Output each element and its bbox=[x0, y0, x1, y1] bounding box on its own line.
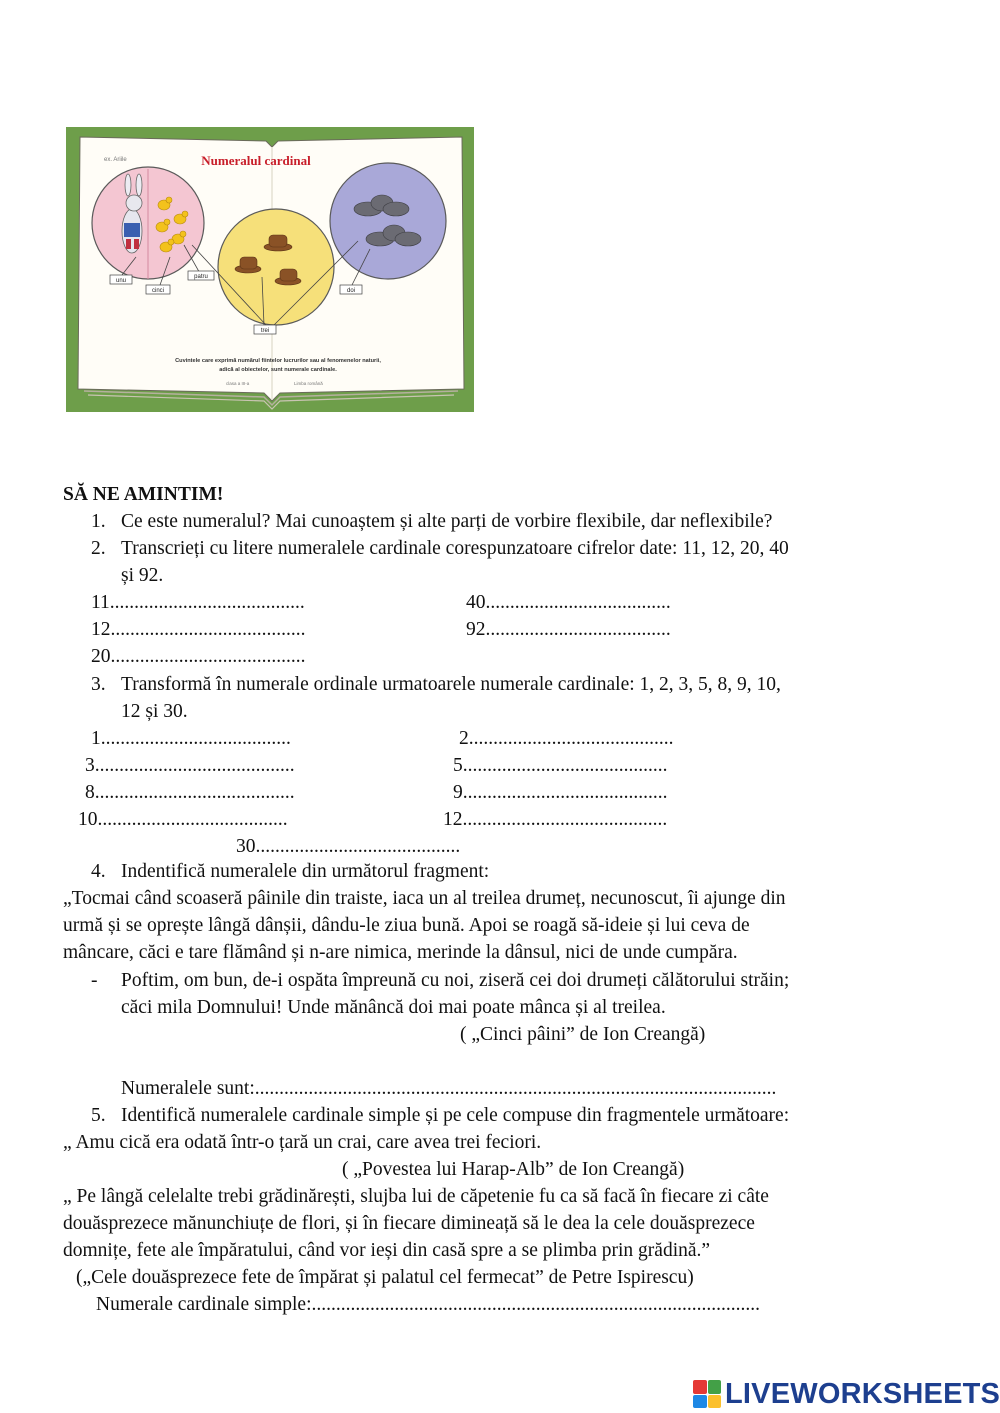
q3-blank-2[interactable]: 2.......................................... bbox=[459, 728, 674, 749]
q3-blank-3[interactable]: 3......................................... bbox=[85, 755, 295, 776]
q4-text: Indentifică numeralele din următorul fragment: bbox=[121, 861, 490, 882]
label-patru: patru bbox=[194, 274, 208, 280]
q3-blank-8[interactable]: 8......................................... bbox=[85, 782, 295, 803]
q4-dialogue-dash: - bbox=[91, 970, 98, 991]
q4-fragment-line3: mâncare, căci e tare flămând și n-are nimica, merinde la dânsul, nici de unde cumpăra. bbox=[63, 942, 738, 963]
poster-footer-left: clasa a III-a bbox=[226, 381, 250, 386]
label-unu: unu bbox=[115, 278, 127, 284]
q4-dialogue-line2: căci mila Domnului! Unde mănâncă doi mai poate mânca și al treilea. bbox=[121, 997, 666, 1018]
q1-text: Ce este numeralul? Mai cunoaștem și alte parți de vorbire flexibile, dar neflexibile? bbox=[121, 511, 773, 532]
q3-blank-12[interactable]: 12.......................................... bbox=[443, 809, 668, 830]
q4-fragment-line2: urmă și se oprește lângă dânșii, dându-le ziua bună. Apoi se roagă să-ideie și lui ceva de bbox=[63, 915, 750, 936]
q3-number: 3. bbox=[91, 674, 106, 695]
badge-square bbox=[693, 1395, 707, 1409]
q3-text-line1: Transformă în numerale ordinale urmatoarele numerale cardinale: 1, 2, 3, 5, 8, 9, 10, bbox=[121, 674, 781, 695]
q3-blank-30[interactable]: 30.......................................... bbox=[236, 836, 461, 857]
q5-text: Identifică numeralele cardinale simple și pe cele compuse din fragmentele următoare: bbox=[121, 1105, 790, 1126]
label-cinci: cinci bbox=[151, 288, 165, 294]
numeral-poster-illustration bbox=[66, 127, 474, 412]
badge-square bbox=[708, 1395, 722, 1409]
poster-caption-line1: Cuvintele care exprimă numărul fiintelor lucrurilor sau al fenomenelor naturii, bbox=[175, 358, 381, 364]
blue-circle bbox=[330, 163, 446, 279]
q2-blank-40[interactable]: 40...................................... bbox=[466, 592, 671, 613]
q5-fragment1: „ Amu cică era odată într-o țară un crai, care avea trei feciori. bbox=[63, 1132, 542, 1153]
q1-number: 1. bbox=[91, 511, 106, 532]
badge-square bbox=[693, 1380, 707, 1394]
q2-text-line1: Transcrieți cu litere numeralele cardinale corespunzatoare cifrelor date: 11, 12, 20, 40 bbox=[121, 538, 789, 559]
q4-number: 4. bbox=[91, 861, 106, 882]
q2-text-line2: și 92. bbox=[121, 565, 164, 586]
q2-blank-92[interactable]: 92...................................... bbox=[466, 619, 671, 640]
q3-blank-9[interactable]: 9.......................................... bbox=[453, 782, 668, 803]
q3-blank-1[interactable]: 1....................................... bbox=[91, 728, 291, 749]
q4-dialogue-line1: Poftim, om bun, de-i ospăta împreună cu noi, ziseră cei doi drumeți călătorului străin; bbox=[121, 970, 790, 991]
q2-blank-11[interactable]: 11........................................ bbox=[91, 592, 305, 613]
q4-source: ( „Cinci pâini” de Ion Creangă) bbox=[460, 1024, 706, 1045]
q5-fragment2-line1: „ Pe lângă celelalte trebi grădinărești, slujba lui de căpetenie fu ca să facă în fiecare zi câte bbox=[63, 1186, 769, 1207]
q4-fragment-line1: „Tocmai când scoaseră pâinile din traiste, iaca un al treilea drumeț, necunoscut, îi ajunge din bbox=[63, 888, 786, 909]
poster-footer-right: Limba română bbox=[294, 381, 323, 386]
q3-text-line2: 12 și 30. bbox=[121, 701, 188, 722]
badge-square bbox=[708, 1380, 722, 1394]
label-trei: trei bbox=[260, 328, 270, 334]
q3-blank-5[interactable]: 5.......................................... bbox=[453, 755, 668, 776]
q5-source1: ( „Povestea lui Harap-Alb” de Ion Creangă) bbox=[342, 1159, 685, 1180]
liveworksheets-wordmark: LIVEWORKSHEETS bbox=[725, 1377, 1000, 1410]
q3-blank-10[interactable]: 10....................................... bbox=[78, 809, 288, 830]
poster-title: Numeralul cardinal bbox=[201, 153, 311, 168]
label-doi: doi bbox=[346, 288, 356, 294]
q2-number: 2. bbox=[91, 538, 106, 559]
q5-number: 5. bbox=[91, 1105, 106, 1126]
liveworksheets-logo[interactable] bbox=[693, 1378, 1000, 1410]
q2-blank-20[interactable]: 20........................................ bbox=[91, 646, 306, 667]
section-heading: SĂ NE AMINTIM! bbox=[63, 484, 224, 505]
poster-corner-note: ex. Ariile bbox=[104, 157, 127, 163]
q5-source2: („Cele douăsprezece fete de împărat și palatul cel fermecat” de Petre Ispirescu) bbox=[76, 1267, 694, 1288]
q4-answer-line[interactable]: Numeralele sunt:........................................................................................................... bbox=[121, 1078, 777, 1099]
q5-fragment2-line2: douăsprezece mănunchiuțe de flori, și în fiecare dimineață să le dea la cele douăsprezece bbox=[63, 1213, 755, 1234]
q2-blank-12[interactable]: 12........................................ bbox=[91, 619, 306, 640]
q5-fragment2-line3: domnițe, fete ale împăratului, când vor ieși din casă spre a se plimba prin grădină.” bbox=[63, 1240, 711, 1261]
yellow-circle bbox=[218, 209, 334, 325]
q5-answer-line[interactable]: Numerale cardinale simple:............................................................................................ bbox=[96, 1294, 760, 1315]
poster-caption-line2: adică al obiectelor, sunt numerale cardinale. bbox=[219, 367, 337, 373]
liveworksheets-badge-icon bbox=[693, 1380, 721, 1408]
